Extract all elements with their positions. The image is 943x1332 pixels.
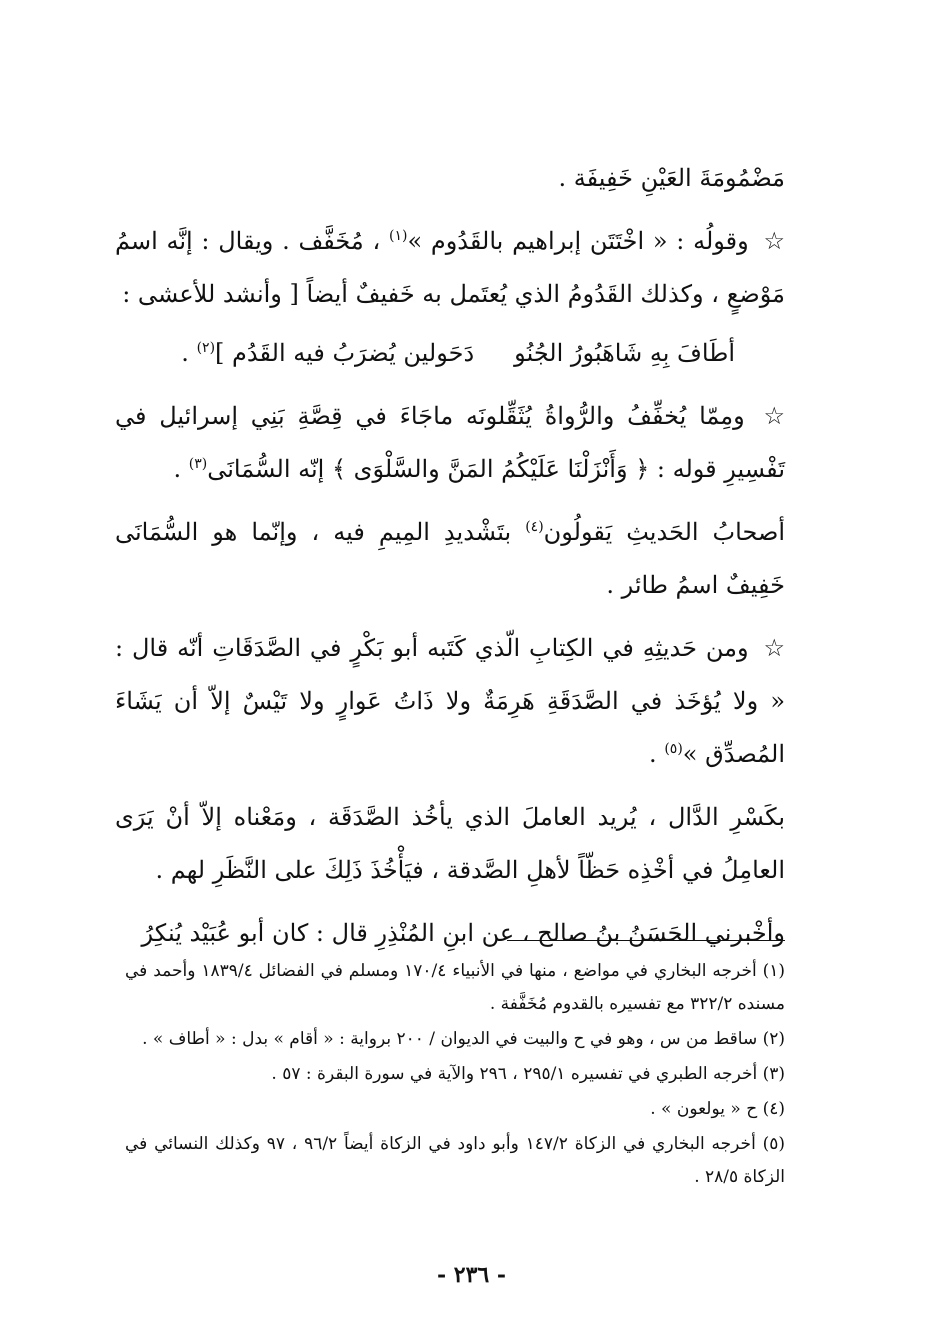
footnotes <box>125 955 785 1196</box>
poetry-verse <box>115 327 785 380</box>
paragraph-4-text-b: بتَشْديدِ المِيمِ فيه ، وإنّما هو السُّمَانَى خَفِيفٌ اسمُ طائر . <box>115 518 785 599</box>
verse-second-hemistich-text: دَحَولين يُضرَبُ فيه القَدُم ] <box>215 339 475 367</box>
verse-second-hemistich <box>181 327 474 380</box>
verse-end-mark: . <box>181 339 189 367</box>
paragraph-3-text: ومِمّا يُخفِّفُ والرُّواةُ يُثَقِّلونَه ماجَاءَ في قِصَّةِ بَنِي إسرائيل في تَفْسِيرِ قوله : ﴿ وَأَنْزَلْنَا عَلَيْكُمُ المَنَّ والسَّلْوَى ﴾ إنّه السُّمَانَى <box>115 402 785 483</box>
footnote-ref-1: (١) <box>388 228 408 244</box>
star-icon: ☆ <box>763 227 785 255</box>
paragraph-5-text: ومن حَديثِهِ في الكِتابِ الّذي كَتَبه أبو بَكْرٍ في الصَّدَقَاتِ أنّه قال : « ولا يُؤخَذ في الصَّدَقَةِ هَرِمَةٌ ولا ذَاتُ عَوارٍ ولا تَيْسٌ إلاّ أن يَشَاءَ المُصدِّق » <box>115 634 785 768</box>
footnote-3: (٣) أخرجه الطبري في تفسيره ٢٩٥/١ ، ٢٩٦ والآية في سورة البقرة : ٥٧ . <box>271 1064 785 1084</box>
paragraph-7-text: وأخْبرني الحَسَنُ بنُ صالح ، عن ابنِ المُنْذِرِ قال : كان أبو عُبَيْد يُنكِرُ <box>141 919 785 947</box>
footnote-ref-4: (٤) <box>525 519 544 535</box>
footnote-ref-3: (٣) <box>188 456 208 472</box>
verse-first-hemistich: أطَافَ بِهِ شَاهَبُورُ الجُنُو <box>514 339 735 367</box>
paragraph-5 <box>115 622 785 781</box>
footnote-ref-5: (٥) <box>664 741 683 757</box>
main-text <box>115 152 785 960</box>
paragraph-4-text-a: أصحابُ الحَديثِ يَقولُون <box>543 518 786 546</box>
footnote-1: (١) أخرجه البخاري في مواضع ، منها في الأنبياء ١٧٠/٤ ومسلم في الفضائل ١٨٣٩/٤ وأحمد في مسنده ٣٢٢/٢ مع تفسيره بالقدوم مُخَفَّفة . <box>125 961 786 1014</box>
footnote-4: (٤) ح « يولعون » . <box>650 1099 785 1119</box>
paragraph-1-text: مَضْمُومَةَ العَيْنِ خَفِيفَة . <box>558 164 785 192</box>
paragraph-4 <box>115 506 785 612</box>
paragraph-3-end: . <box>173 455 182 483</box>
footnote-5: (٥) أخرجه البخاري في الزكاة ١٤٧/٢ وأبو داود في الزكاة أيضاً ٩٦/٢ ، ٩٧ وكذلك النسائي في الزكاة ٢٨/٥ . <box>125 1134 786 1187</box>
paragraph-2-text-a: وقولُه : « اخْتَتَن إبراهيم بالقَدُوم » <box>407 227 749 255</box>
star-icon: ☆ <box>763 402 785 430</box>
paragraph-2-text-b: ، مُخَفَّف . ويقال : إنَّه اسمُ مَوْضعٍ ، وكذلك القَدُومُ الذي يُعتَمل به خَفيفٌ أيضاً [ وأنشد للأعشى : <box>115 227 785 308</box>
paragraph-5-end: . <box>649 740 657 768</box>
footnote-2: (٢) ساقط من س ، وهو في ح والبيت في الديوان / ٢٠٠ برواية : « أقام » بدل : « أطاف » . <box>142 1029 785 1049</box>
paragraph-7 <box>115 907 785 960</box>
footnote-ref-2: (٢) <box>196 340 216 356</box>
paragraph-6 <box>115 791 785 897</box>
star-icon: ☆ <box>763 634 785 662</box>
paragraph-2 <box>115 215 785 321</box>
footnote-divider <box>507 940 785 941</box>
paragraph-3 <box>115 390 785 496</box>
paragraph-6-text: بكَسْرِ الدَّال ، يُريد العاملَ الذي يأخُذ الصَّدَقَة ، ومَعْناه إلاّ أنْ يَرَى العامِلُ في أخْذِه حَظّاً لأهلِ الصَّدقة ، فيَأْخُذَ ذَلِكَ على النَّظَرِ لهم . <box>115 803 785 884</box>
page-number: - ٢٣٦ - <box>436 1262 507 1288</box>
paragraph-1 <box>115 152 785 205</box>
